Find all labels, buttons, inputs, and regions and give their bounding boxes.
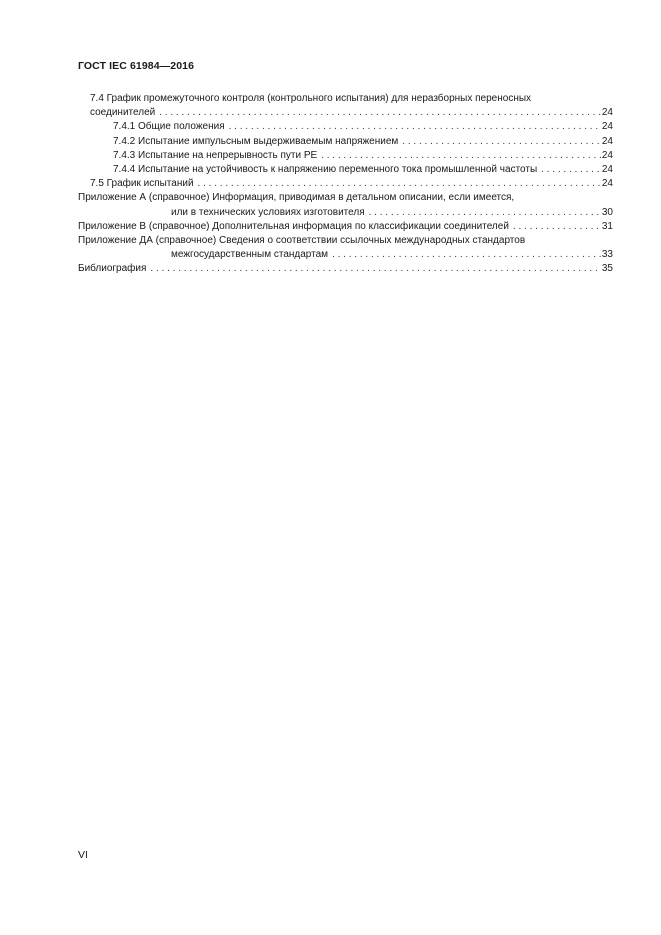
dot-leader xyxy=(332,248,601,262)
dot-leader xyxy=(541,163,601,177)
table-of-contents xyxy=(78,92,613,277)
dot-leader xyxy=(402,135,601,149)
toc-page-number: 35 xyxy=(601,263,613,275)
toc-entry-text: Приложение ДА (справочное) Сведения о соответствии ссылочных международных стандартов xyxy=(78,235,526,247)
toc-entry-text-continued: соединителей xyxy=(90,107,156,119)
document-header: ГОСТ IEC 61984—2016 xyxy=(78,60,195,72)
toc-entry-appendix-b[interactable] xyxy=(78,220,613,234)
toc-page-number: 24 xyxy=(601,107,613,119)
dot-leader xyxy=(159,106,601,120)
dot-leader xyxy=(369,206,601,220)
toc-entry-text: Приложение А (справочное) Информация, приводимая в детальном описании, если имеется, xyxy=(78,192,515,204)
toc-entry-7-4-4[interactable] xyxy=(78,163,613,177)
toc-entry-text: 7.4.4 Испытание на устойчивость к напряжению переменного тока промышленной частоты xyxy=(113,164,538,176)
toc-page-number: 30 xyxy=(601,206,613,218)
toc-entry-text-continued: межгосударственным стандартам xyxy=(171,249,329,261)
toc-entry-bibliography[interactable] xyxy=(78,262,613,276)
toc-entry-text: 7.5 График испытаний xyxy=(90,178,194,190)
toc-entry-text-continued: или в технических условиях изготовителя xyxy=(171,206,365,218)
toc-page-number: 24 xyxy=(601,121,613,133)
toc-entry-text: 7.4.3 Испытание на непрерывность пути PE xyxy=(113,149,318,161)
toc-entry-7-4-2[interactable] xyxy=(78,135,613,149)
toc-entry-7-4-1[interactable] xyxy=(78,120,613,134)
toc-page-number: 31 xyxy=(601,220,613,232)
toc-entry-7-4-3[interactable] xyxy=(78,149,613,163)
toc-entry-text: 7.4.1 Общие положения xyxy=(113,121,225,133)
dot-leader xyxy=(198,177,601,191)
dot-leader xyxy=(150,262,600,276)
toc-entry-7-5[interactable] xyxy=(78,177,613,191)
toc-page-number: 33 xyxy=(601,249,613,261)
dot-leader xyxy=(513,220,601,234)
toc-entry-text: 7.4 График промежуточного контроля (контрольного испытания) для неразборных переносных xyxy=(90,93,532,104)
dot-leader xyxy=(229,120,601,134)
toc-page-number: 24 xyxy=(601,164,613,176)
toc-entry-text: Библиография xyxy=(78,263,147,275)
toc-entry-text: 7.4.2 Испытание импульсным выдерживаемым напряжением xyxy=(113,135,399,147)
toc-entry-appendix-da[interactable] xyxy=(78,234,613,262)
page-number: VI xyxy=(78,849,88,861)
toc-page-number: 24 xyxy=(601,135,613,147)
toc-entry-7-4[interactable] xyxy=(78,92,613,120)
toc-page-number: 24 xyxy=(601,178,613,190)
toc-entry-appendix-a[interactable] xyxy=(78,191,613,219)
toc-page-number: 24 xyxy=(601,149,613,161)
dot-leader xyxy=(321,149,601,163)
toc-entry-text: Приложение В (справочное) Дополнительная информация по классификации соединителей xyxy=(78,220,509,232)
